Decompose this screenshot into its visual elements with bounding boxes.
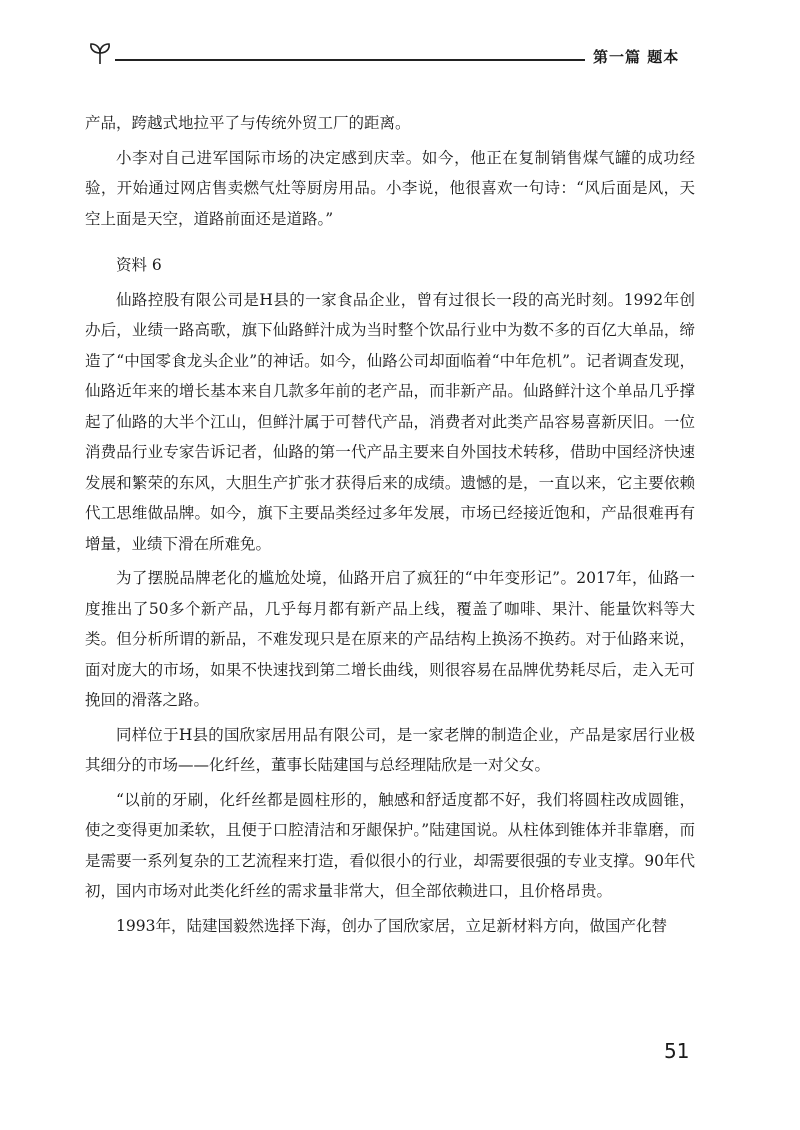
paragraph-1: 产品，跨越式地拉平了与传统外贸工厂的距离。 [85,114,411,132]
paragraph-5: 同样位于H县的国欣家居用品有限公司，是一家老牌的制造企业，产品是家居行业极其细分的市场——化纤丝，董事长陆建国与总经理陆欣是一对父女。 [85,725,695,774]
paragraph-3: 仙路控股有限公司是H县的一家食品企业，曾有过很长一段的高光时刻。1992年创办后，业绩一路高歌，旗下仙路鲜汁成为当时整个饮品行业中为数不多的百亿大单品，缔造了“中国零食龙头企业”的神话。如今，仙路公司却面临着“中年危机”。记者调查发现，仙路近年来的增长基本来自几款多年前的老产品，而非新产品。仙路鲜汁这个单品几乎撑起了仙路的大半个江山，但鲜汁属于可替代产品，消费者对此类产品容易喜新厌旧。一位消费品行业专家告诉记者，仙路的第一代产品主要来自外国技术转移，借助中国经济快速发展和繁荣的东风，大胆生产扩张才获得后来的成绩。遗憾的是，一直以来，它主要依赖代工思维做品牌。如今，旗下主要品类经过多年发展，市场已经接近饱和，产品很难再有增量，业绩下滑在所难免。 [85,290,695,553]
paragraph-7: 1993年，陆建国毅然选择下海，创办了国欣家居，立足新材料方向，做国产化替 [116,916,667,935]
paragraph-6: “以前的牙刷，化纤丝都是圆柱形的，触感和舒适度都不好，我们将圆柱改成圆锥，使之变得更加柔软，且便于口腔清洁和牙龈保护。”陆建国说。从柱体到锥体并非靠磨，而是需要一系列复杂的工艺流程来打造，看似很小的行业，却需要很强的专业支撑。90年代初，国内市场对此类化纤丝的需求量非常大，但全部依赖进口，且价格昂贵。 [85,790,695,900]
page-number: 51 [664,1039,690,1063]
paragraph-4: 为了摆脱品牌老化的尴尬处境，仙路开启了疯狂的“中年变形记”。2017年，仙路一度推出了50多个新产品，几乎每月都有新产品上线，覆盖了咖啡、果汁、能量饮料等大类。但分析所谓的新品，不难发现只是在原来的产品结构上换汤不换药。对于仙路来说，面对庞大的市场，如果不快速找到第二增长曲线，则很容易在品牌优势耗尽后，走入无可挽回的滑落之路。 [85,569,695,709]
paragraph-2: 小李对自己进军国际市场的决定感到庆幸。如今，他正在复制销售煤气罐的成功经验，开始通过网店售卖燃气灶等厨房用品。小李说，他很喜欢一句诗：“风后面是风，天空上面是天空，道路前面还是道路。” [85,148,695,228]
body-text [85,108,695,941]
section-title: 第一篇 题本 [593,48,680,66]
running-header [85,38,695,68]
header-rule [115,59,585,61]
material-heading: 资料 6 [116,256,162,274]
sprout-icon [85,38,115,68]
